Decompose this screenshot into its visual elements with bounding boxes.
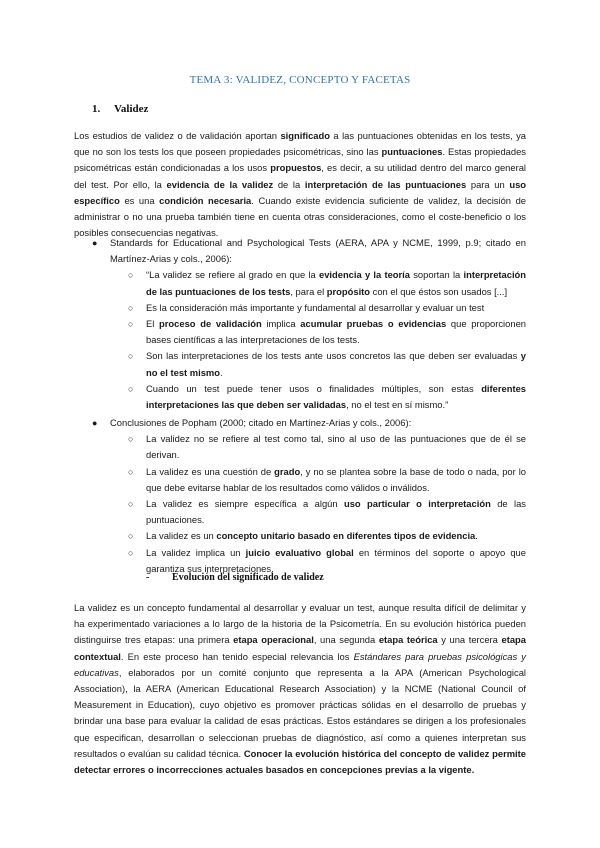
circle-bullet-icon: ○ xyxy=(128,434,134,445)
document-title: TEMA 3: VALIDEZ, CONCEPTO Y FACETAS xyxy=(189,74,411,86)
list-item: ○ La validez es siempre específica a algún uso particular o interpretación de las puntuaciones. xyxy=(128,498,526,526)
subsection-title: Evolución del significado de validez xyxy=(172,572,324,583)
circle-bullet-icon: ○ xyxy=(128,383,134,394)
evolution-paragraph: La validez es un concepto fundamental al desarrollar y evaluar un test, aunque resulta difícil de delimitar y ha experimentado variaciones a lo largo de la historia de la Psicometría. En su evolución histórica pueden distinguirse tres etapas: una primera etapa operacional, una segunda etapa teórica y una tercera etapa contextual. En este proceso han tenido especial relevancia los Estándares para pruebas psicológicas y educativas, elaborados por un comité conjunto que representa a la APA (American Psychological Association), la AERA (American Educational Research Association) y la NCME (National Council of Measurement in Education), cuyo objetivo es promover prácticas sólidas en el desarrollo de pruebas y brindar una base para evaluar la calidad de esas prácticas. Estos estándares se dirigen a los profesionales que especifican, desarrollan o seleccionan pruebas de diagnóstico, así como a quienes interpretan sus resultados o evalúan su calidad técnica. Conocer la evolución histórica del concepto de validez permite detectar errores o incorrecciones actuales basados en concepciones previas a la vigente. xyxy=(74,602,526,776)
circle-bullet-icon: ○ xyxy=(128,466,134,477)
list-item: ● Standards for Educational and Psychological Tests (AERA, APA y NCME, 1999, p.9; citado en Martínez-Arias y cols., 2006): xyxy=(92,237,526,265)
intro-paragraph: Los estudios de validez o de validación aportan significado a las puntuaciones obtenidas en los tests, ya que no son los tests los que poseen propiedades psicométricas, sino las puntuaciones. Estas propiedades psicométricas están condicionadas a los usos propuestos, es decir, a su utilidad dentro del marco general del test. Por ello, la evidencia de la validez de la interpretación de las puntuaciones para un uso específico es una condición necesaria. Cuando existe evidencia suficiente de validez, la decisión de administrar o no una prueba también tiene en cuenta otras consideraciones, como el coste-beneficio o los posibles consecuencias negativas. xyxy=(74,130,527,239)
list-item: ○ La validez no se refiere al test como tal, sino al uso de las puntuaciones que de él se derivan. xyxy=(128,433,526,461)
subsection-dash: - xyxy=(146,572,150,583)
circle-bullet-icon: ○ xyxy=(128,547,134,558)
bullet-icon: ● xyxy=(92,238,98,248)
list-item: ○ Son las interpretaciones de los tests ante usos concretos las que deben ser evaluadas y no el test mismo. xyxy=(128,350,526,378)
list-item: ○ La validez es una cuestión de grado, y no se plantea sobre la base de todo o nada, por lo que debe evitarse hablar de los resultados como válidos o inválidos. xyxy=(128,465,526,493)
circle-bullet-icon: ○ xyxy=(128,499,134,510)
circle-bullet-icon: ○ xyxy=(128,270,134,281)
list-item: ○ La validez implica un juicio evaluativo global en términos del soporte o apoyo que garantiza sus interpretaciones. xyxy=(128,546,526,574)
circle-bullet-icon: ○ xyxy=(128,319,134,330)
circle-bullet-icon: ○ xyxy=(128,302,134,313)
subsection-heading xyxy=(146,570,324,586)
circle-bullet-icon: ○ xyxy=(128,531,134,542)
bullet-icon: ● xyxy=(92,418,98,428)
list-item: ○ El proceso de validación implica acumular pruebas o evidencias que proporcionen bases científicas a las interpretaciones de los tests. xyxy=(128,318,526,346)
standards-bullet xyxy=(92,235,526,413)
list-item: ○ Cuando un test puede tener usos o finalidades múltiples, son estas diferentes interpretaciones las que deben ser validadas, no el test en sí mismo.” xyxy=(128,382,526,411)
section-number: 1. xyxy=(92,103,101,115)
circle-bullet-icon: ○ xyxy=(128,351,134,362)
popham-bullet xyxy=(92,415,526,577)
list-item: ○ Es la consideración más importante y fundamental al desarrollar y evaluar un test xyxy=(128,300,526,316)
list-item: ○ “La validez se refiere al grado en que la evidencia y la teoría soportan la interpretación de las puntuaciones de los tests, para el propósito con el que éstos son usados [...] xyxy=(128,269,527,297)
list-item: ● Conclusiones de Popham (2000; citado en Martínez-Arias y cols., 2006): xyxy=(92,415,526,431)
list-item: ○ La validez es un concepto unitario basado en diferentes tipos de evidencia. xyxy=(128,528,526,544)
section-title: Validez xyxy=(114,103,149,115)
section-heading xyxy=(92,101,148,117)
